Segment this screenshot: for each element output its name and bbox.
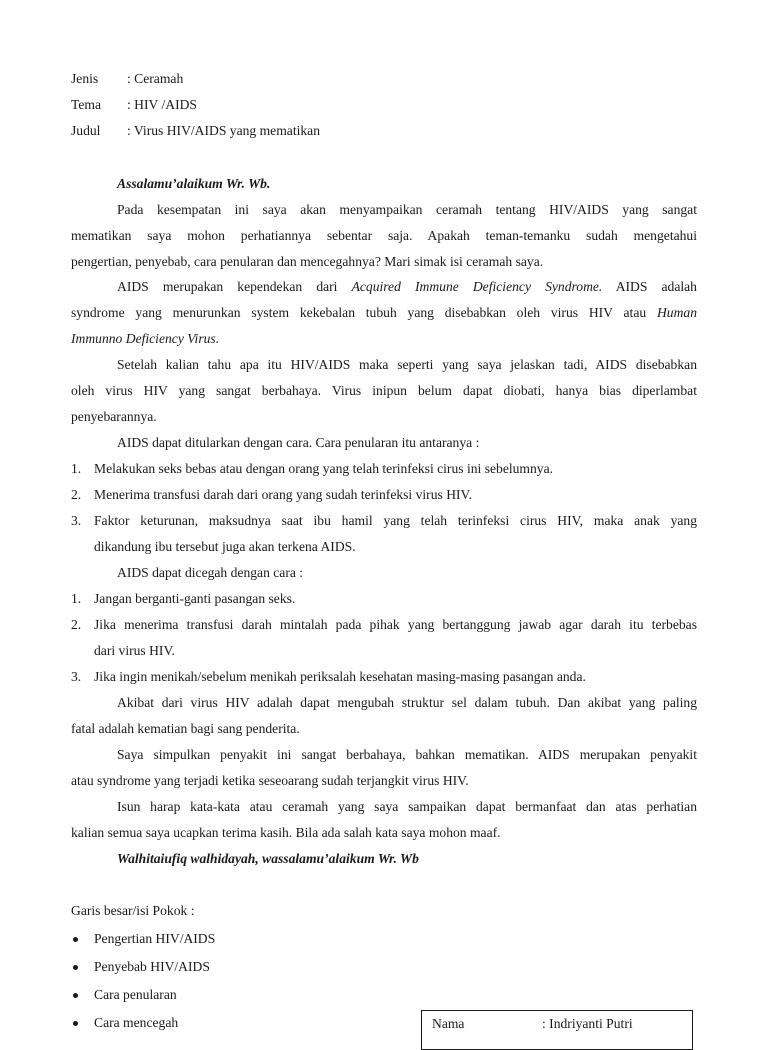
paragraph-line: atau syndrome yang terjadi ketika seseoarang sudah terjangkit virus HIV. bbox=[71, 773, 469, 788]
outline-item: Pengertian HIV/AIDS bbox=[94, 931, 216, 946]
list-item: Jangan berganti-ganti pasangan seks. bbox=[94, 591, 296, 606]
author-name: : Indriyanti Putri bbox=[542, 1016, 633, 1031]
paragraph-line bbox=[71, 303, 697, 323]
meta-jenis-value: : Ceramah bbox=[127, 71, 184, 86]
paragraph-line bbox=[117, 277, 697, 297]
italic-term: Immunno Deficiency Virus. bbox=[71, 331, 220, 346]
list-item: Jika menerima transfusi darah mintalah pada pihak yang bertanggung jawab agar darah itu terbebas bbox=[94, 617, 697, 632]
paragraph-line: fatal adalah kematian bagi sang penderita. bbox=[71, 721, 300, 736]
list-number: 3. bbox=[71, 669, 82, 684]
author-label: Nama bbox=[432, 1016, 465, 1031]
paragraph-line: Saya simpulkan penyakit ini sangat berbahaya, bahkan mematikan. AIDS merupakan penyakit bbox=[117, 747, 697, 762]
italic-term: Human bbox=[656, 305, 697, 320]
meta-jenis bbox=[71, 69, 183, 89]
list-number: 1. bbox=[71, 591, 82, 606]
paragraph-line: Isun harap kata-kata atau ceramah yang saya sampaikan dapat bermanfaat dan atas perhatian bbox=[117, 799, 697, 814]
meta-tema-value: : HIV /AIDS bbox=[127, 97, 197, 112]
list-item-continued: dikandung ibu tersebut juga akan terkena AIDS. bbox=[94, 539, 356, 554]
paragraph-line: AIDS dapat dicegah dengan cara : bbox=[117, 565, 304, 580]
list-number: 2. bbox=[71, 617, 82, 632]
outline-title: Garis besar/isi Pokok : bbox=[71, 903, 195, 918]
list-item: Faktor keturunan, maksudnya saat ibu hamil yang telah terinfeksi cirus HIV, maka anak yang bbox=[94, 513, 697, 528]
paragraph-line: oleh virus HIV yang sangat berbahaya. Virus inipun belum dapat diobati, hanya bias diperlambat bbox=[71, 383, 697, 398]
outline-item: Cara penularan bbox=[94, 987, 177, 1002]
meta-judul-label: Judul bbox=[71, 123, 101, 138]
list-item: Menerima transfusi darah dari orang yang sudah terinfeksi virus HIV. bbox=[94, 487, 473, 502]
paragraph-line: Setelah kalian tahu apa itu HIV/AIDS maka seperti yang saya jelaskan tadi, AIDS disebabkan bbox=[117, 357, 697, 372]
meta-jenis-label: Jenis bbox=[71, 71, 99, 86]
paragraph-line: pengertian, penyebab, cara penularan dan mencegahnya? Mari simak isi ceramah saya. bbox=[71, 254, 544, 269]
italic-term: Acquired Immune Deficiency Syndrome. bbox=[351, 279, 603, 294]
paragraph-line bbox=[71, 329, 697, 349]
greeting: Assalamu’alaikum Wr. Wb. bbox=[117, 176, 271, 191]
list-number: 3. bbox=[71, 513, 82, 528]
paragraph-line: Akibat dari virus HIV adalah dapat mengubah struktur sel dalam tubuh. Dan akibat yang paling bbox=[117, 695, 697, 710]
outline-item: Cara mencegah bbox=[94, 1015, 179, 1030]
outline-item: Penyebab HIV/AIDS bbox=[94, 959, 210, 974]
bullet-icon bbox=[73, 937, 78, 942]
list-item: Melakukan seks bebas atau dengan orang yang telah terinfeksi cirus ini sebelumnya. bbox=[94, 461, 554, 476]
list-number: 2. bbox=[71, 487, 82, 502]
list-number: 1. bbox=[71, 461, 82, 476]
bullet-icon bbox=[73, 993, 78, 998]
text-span: AIDS merupakan kependekan dari bbox=[117, 279, 352, 294]
meta-tema-label: Tema bbox=[71, 97, 101, 112]
author-box bbox=[421, 1010, 693, 1050]
paragraph-line: AIDS dapat ditularkan dengan cara. Cara penularan itu antaranya : bbox=[117, 435, 480, 450]
meta-tema bbox=[71, 95, 197, 115]
closing-greeting: Walhitaiufiq walhidayah, wassalamu’alaikum Wr. Wb bbox=[117, 851, 419, 866]
text-span: AIDS adalah bbox=[602, 279, 697, 294]
meta-judul bbox=[71, 121, 320, 141]
text-span: syndrome yang menurunkan system kekebalan tubuh yang disebabkan oleh virus HIV atau bbox=[71, 305, 657, 320]
meta-judul-value: : Virus HIV/AIDS yang mematikan bbox=[127, 123, 320, 138]
paragraph-line: kalian semua saya ucapkan terima kasih. Bila ada salah kata saya mohon maaf. bbox=[71, 825, 501, 840]
paragraph-line: mematikan saya mohon perhatiannya sebentar saja. Apakah teman-temanku sudah mengetahui bbox=[71, 228, 697, 243]
list-item: Jika ingin menikah/sebelum menikah periksalah kesehatan masing-masing pasangan anda. bbox=[94, 669, 586, 684]
paragraph-line: Pada kesempatan ini saya akan menyampaikan ceramah tentang HIV/AIDS yang sangat bbox=[117, 202, 697, 217]
bullet-icon bbox=[73, 965, 78, 970]
paragraph-line: penyebarannya. bbox=[71, 409, 157, 424]
list-item-continued: dari virus HIV. bbox=[94, 643, 175, 658]
